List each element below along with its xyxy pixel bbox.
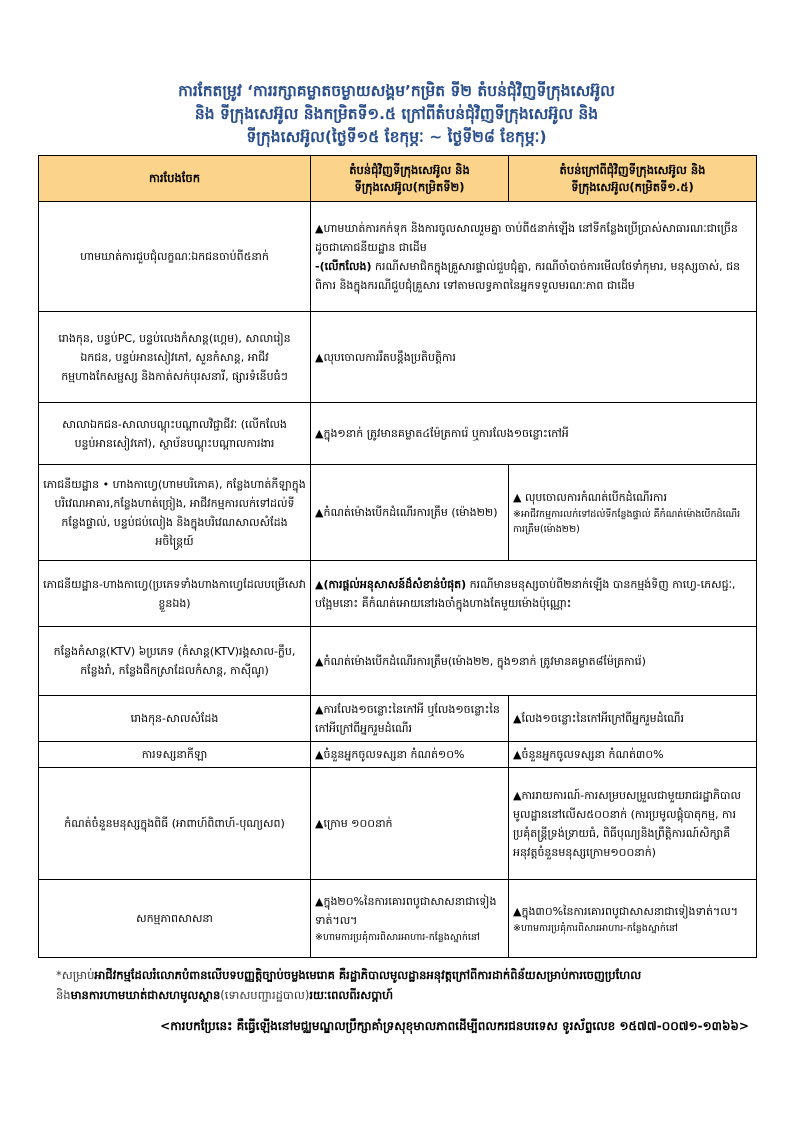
- table-row: [39, 403, 757, 465]
- row-category: កំណត់ចំនួនមនុស្សក្នុងពិធី (អាពាហ៍ពិពាហ៍-បុណ្យសព): [39, 768, 311, 880]
- table-row: [39, 880, 757, 958]
- row-category: ហាមឃាត់ការជួបជុំលក្ខណៈឯកជនចាប់ពី៥នាក់: [39, 202, 311, 312]
- rule-note: ※ហាមការប្រគុំការពិសារអាហារ-កន្លែងស្នាក់នៅ: [513, 922, 678, 934]
- footnote: [56, 965, 781, 1005]
- title-line-1: ការកែតម្រូវ ‘ការរក្សាគម្លាតចម្ងាយសង្គម’កម្រិត ទី២ តំបន់ជុំវិញទីក្រុងសេអ៊ូល: [178, 82, 615, 100]
- row-rule-zone-2: [311, 880, 509, 958]
- rule-note: ※អាជីវកម្មការលក់ទៅដល់ទីកន្លែងផ្ទាល់ គឺកំណត់ម៉ោងបើកដំណើរការត្រឹម(ម៉ោង២២): [513, 509, 741, 535]
- footnote-bold-2: មានការហាមឃាត់ជាសហមូលស្ថាន: [70, 988, 221, 1002]
- rule-exception-text: ករណីសមាជិកក្នុងគ្រួសារផ្ទាល់ជួបជុំគ្នា, ករណីចាំបាច់ការមើលថែទាំកុមារ, មនុស្សចាស់, ជនពិការ និងក្នុងករណីជួបជុំគ្រួសារ ទៅតាមលទ្ធភាពនៃអ្នកទទួលមរណៈភាព ជាដើម: [315, 259, 741, 292]
- rule-text: ▲ លុបចោលការកំណត់បើកដំណើរការ: [513, 491, 668, 504]
- table-row: [39, 312, 757, 403]
- rule-text: ករណីមានមនុស្សចាប់ពី២នាក់ឡើង បានកម្មង់ទិញ កាហ្វេ-ភេសជ្ជៈ, បង្អែមនោះ គឺកំណត់អោយនៅរងចាំក្នុងហាងតែមួយម៉ោងប៉ុណ្ណោះ: [315, 577, 736, 610]
- rule-text: ▲ហាមឃាត់ការកក់ទុក និងការចូលសាលរួមគ្នា ចាប់ពី៥នាក់ឡើង នៅទីកន្លែងប្រើប្រាស់សាធារណៈជាច្រើន ដូចជាភោជនីយដ្ឋាន ជាដើម: [315, 221, 738, 254]
- footnote-line2-mid: (ទោសបញ្ជារដ្ឋបាល): [220, 988, 310, 1002]
- header-category: ការបែងចែក: [39, 156, 311, 202]
- footnote-bold-1: អាជីវកម្មដែលរំលោភបំពានលើបទបញ្ញត្តិច្បាប់ចម្លងមេរោគ គឺរដ្ឋាភិបាលមូលដ្ឋានអនុវត្តក្រៅពីការដាក់ពិន័យសម្រាប់ការចេញប្រហែល: [94, 968, 642, 982]
- row-rule-zone-1-5: [509, 465, 757, 561]
- rule-text: ▲ក្នុង២០%នៃការគោរពបូជាសាសនាជាទៀងទាត់។ល។: [315, 895, 497, 927]
- footnote-prefix: *សម្រាប់: [56, 968, 95, 982]
- footnote-line-2: [56, 985, 781, 1005]
- row-rule-zone-1-5: ▲ការរាយការណ៍-ការសម្របសម្រួលជាមួយរាជរដ្ឋាភិបាលមូលដ្ឋាននៅលើស៥០០នាក់ (ការប្រមូលផ្តុំបាតុកម្ម, ការប្រគុំតន្ត្រីទ្រង់ទ្រាយធំ, ពិធីបុណ្យនិងព្រឹត្តិការណ៍សិក្សាគឺអនុវត្តចំនួនមនុស្សក្រោម១០០នាក់): [509, 768, 757, 880]
- row-category: រោងកុន, បន្ទប់PC, បន្ទប់លេងកំសាន្ត(ហ្គេម), សាលារៀនឯកជន, បន្ទប់អានសៀវភៅ, សួនកំសាន្ត, អាជីវកម្មហាងកែសម្ផស្ស និងកាត់សក់បុរសនារី, ផ្សារទំនើបធំៗ: [39, 312, 311, 403]
- rule-text: ▲ក្នុង៣០%នៃការគោរពបូជាសាសនាជាទៀងទាត់។ល។: [513, 904, 738, 918]
- row-rule-zone-1-5: [509, 880, 757, 958]
- row-rule-zone-1-5: ▲លែង១ចន្លោះនៃកៅអីក្រៅពីអ្នករួមដំណើរ: [509, 696, 757, 742]
- table-row: [39, 465, 757, 561]
- header-zone-2: តំបន់ជុំវិញទីក្រុងសេអ៊ូល និង ទីក្រុងសេអ៊ូល(កម្រិតទី២): [311, 156, 509, 202]
- rule-recommendation-label: ▲(ការផ្តល់អនុសាសន៍ដ៏សំខាន់បំផុត): [315, 577, 467, 591]
- row-rule: ▲លុបចោលការរឹតបន្តឹងប្រតិបត្តិការ: [311, 312, 757, 403]
- row-category: រោងកុន-សាលសំដែង: [39, 696, 311, 742]
- title-line-3: ទីក្រុងសេអ៊ូល(ថ្ងៃទី១៥ ខែកុម្ភៈ ~ ថ្ងៃទី២៨ ខែកុម្ភៈ): [246, 128, 547, 146]
- row-rule-zone-2: ▲ចំនួនអ្នកចូលទស្សនា កំណត់១០%: [311, 742, 509, 768]
- document-title: [40, 80, 753, 149]
- table-row: [39, 202, 757, 312]
- table-header-row: [39, 156, 757, 202]
- row-category: ភោជនីយដ្ឋាន-ហាងកាហ្វេ(ប្រភេទទាំងហាងកាហ្វេដែលបម្រើសេវាខ្លួនឯង): [39, 561, 311, 627]
- row-category: ការទស្សនាកីឡា: [39, 742, 311, 768]
- rules-table: [38, 155, 757, 958]
- row-rule: ▲កំណត់ម៉ោងបើកដំណើរការត្រឹម(ម៉ោង២២, ក្នុង១នាក់ ត្រូវមានគម្លាត៨ម៉ែត្រការ៉េ): [311, 627, 757, 696]
- row-rule-zone-1-5: ▲ចំនួនអ្នកចូលទស្សនា កំណត់៣០%: [509, 742, 757, 768]
- row-rule: [311, 202, 757, 312]
- row-category: សកម្មភាពសាសនា: [39, 880, 311, 958]
- table-row: [39, 627, 757, 696]
- footnote-bold-3: រយៈពេលពីរសប្តាហ៍: [309, 988, 394, 1002]
- rule-exception-label: -(លើកលែង): [315, 259, 372, 273]
- row-rule: ▲ក្នុង១នាក់ ត្រូវមានគម្លាត៤ម៉ែត្រការ៉េ ឬការលែង១ចន្លោះកៅអី: [311, 403, 757, 465]
- row-category: សាលាឯកជន-សាលាបណ្តុះបណ្តាលវិជ្ជាជីវៈ (លើកលែងបន្ទប់អានសៀវភៅ), ស្ថាប័នបណ្តុះបណ្តាលការងារ: [39, 403, 311, 465]
- footnote-line-1: [56, 965, 781, 985]
- table-row: [39, 696, 757, 742]
- table-row: [39, 742, 757, 768]
- footnote-line2-prefix: និង: [56, 988, 71, 1002]
- row-category: កន្លែងកំសាន្ត(KTV) ៦ប្រភេទ (កំសាន្ត(KTV)រង្គសាល-ក្លឹប, កន្លែងរាំ, កន្លែងផឹកស្រាដែលកំសាន្ត, កាស៊ីណូ): [39, 627, 311, 696]
- translation-source: <ការបកប្រែនេះ គឺធ្វើឡើងនៅមជ្ឈមណ្ឌលប្រឹក្សាគាំទ្រសុខុមាលភាពដើម្បីពលករជនបរទេស ទូរស័ព្ទលេខ ១៥៧៧-០០៧១-១៣៦៦>: [160, 1019, 749, 1033]
- row-rule-zone-2: ▲ការលែង១ចន្លោះនៃកៅអី ឬលែង១ចន្លោះនៃកៅអីក្រៅពីអ្នករួមដំណើរ: [311, 696, 509, 742]
- row-category: ភោជនីយដ្ឋាន • ហាងកាហ្វេ(ហាមបរិភោគ), កន្លែងហាត់កីឡាក្នុងបរិវេណអាគារ,កន្លែងហាត់ច្រៀង, អាជីវកម្មការលក់ទៅដល់ទីកន្លែងផ្ទាល់, បន្ទប់ជប់លៀង និងក្នុងបរិវេណសាលសំដែងអចិន្ត្រៃយ៍: [39, 465, 311, 561]
- table-row: [39, 768, 757, 880]
- title-line-2: និង ទីក្រុងសេអ៊ូល និងកម្រិតទី១.៥ ក្រៅពីតំបន់ជុំវិញទីក្រុងសេអ៊ូល និង: [194, 105, 599, 123]
- header-zone-1-5: តំបន់ក្រៅពីជុំវិញទីក្រុងសេអ៊ូល និង ទីក្រុងសេអ៊ូល(កម្រិតទី១.៥): [509, 156, 757, 202]
- rule-note: ※ហាមការប្រគុំការពិសារអាហារ-កន្លែងស្នាក់នៅ: [315, 932, 480, 943]
- row-rule-zone-2: ▲កំណត់ម៉ោងបើកដំណើរការត្រឹម (ម៉ោង២២): [311, 465, 509, 561]
- row-rule: [311, 561, 757, 627]
- table-row: [39, 561, 757, 627]
- row-rule-zone-2: ▲ក្រោម ១០០នាក់: [311, 768, 509, 880]
